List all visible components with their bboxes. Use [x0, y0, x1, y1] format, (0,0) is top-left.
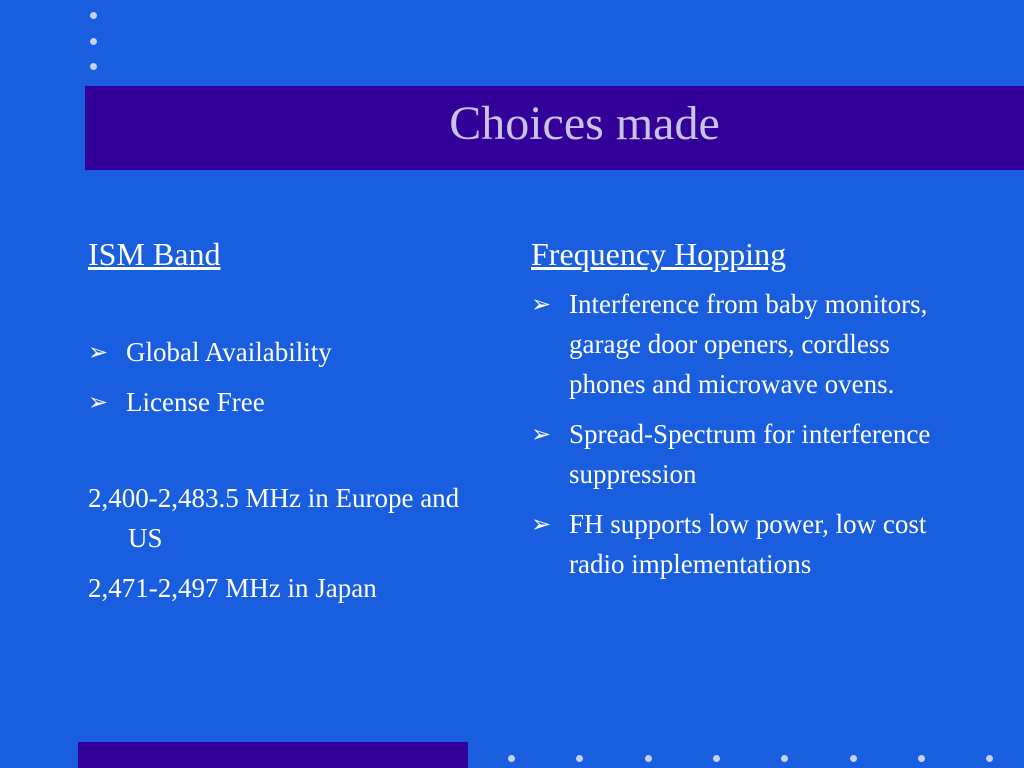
arrow-bullet-icon: ➢ [88, 388, 109, 416]
decorative-dot [90, 12, 97, 19]
decorative-dot [918, 755, 925, 762]
arrow-bullet-icon: ➢ [531, 420, 552, 448]
right-column [531, 234, 951, 584]
left-column [88, 234, 488, 608]
arrow-bullet-icon: ➢ [531, 290, 552, 318]
bullet-text: FH supports low power, low cost radio implementations [569, 509, 927, 579]
list-item [531, 414, 951, 494]
decorative-dot [781, 755, 788, 762]
frequency-japan: 2,471-2,497 MHz in Japan [88, 573, 377, 603]
list-item [531, 284, 951, 404]
bottom-accent-bar [78, 742, 468, 768]
decorative-dot [508, 755, 515, 762]
arrow-bullet-icon: ➢ [531, 510, 552, 538]
decorative-dot [90, 63, 97, 70]
decorative-dot [576, 755, 583, 762]
bullet-text: Spread-Spectrum for interference suppression [569, 419, 931, 489]
bullet-text: Global Availability [126, 337, 332, 367]
decorative-dot [850, 755, 857, 762]
decorative-dot [90, 38, 97, 45]
list-item [88, 382, 488, 422]
title-bar [85, 86, 1024, 170]
left-heading: ISM Band [88, 236, 221, 272]
bullet-text: Interference from baby monitors, garage door openers, cordless phones and microwave ovens. [569, 289, 928, 399]
decorative-dot [713, 755, 720, 762]
arrow-bullet-icon: ➢ [88, 338, 109, 366]
right-bullet-list [531, 284, 951, 584]
right-heading: Frequency Hopping [531, 236, 787, 272]
left-bullet-list [88, 332, 488, 422]
decorative-dot [645, 755, 652, 762]
slide-title: Choices made [449, 97, 720, 150]
list-item [531, 504, 951, 584]
frequency-europe-us: 2,400-2,483.5 MHz in Europe and US [88, 483, 460, 553]
bullet-text: License Free [126, 387, 265, 417]
list-item [88, 332, 488, 372]
decorative-dot [986, 755, 993, 762]
